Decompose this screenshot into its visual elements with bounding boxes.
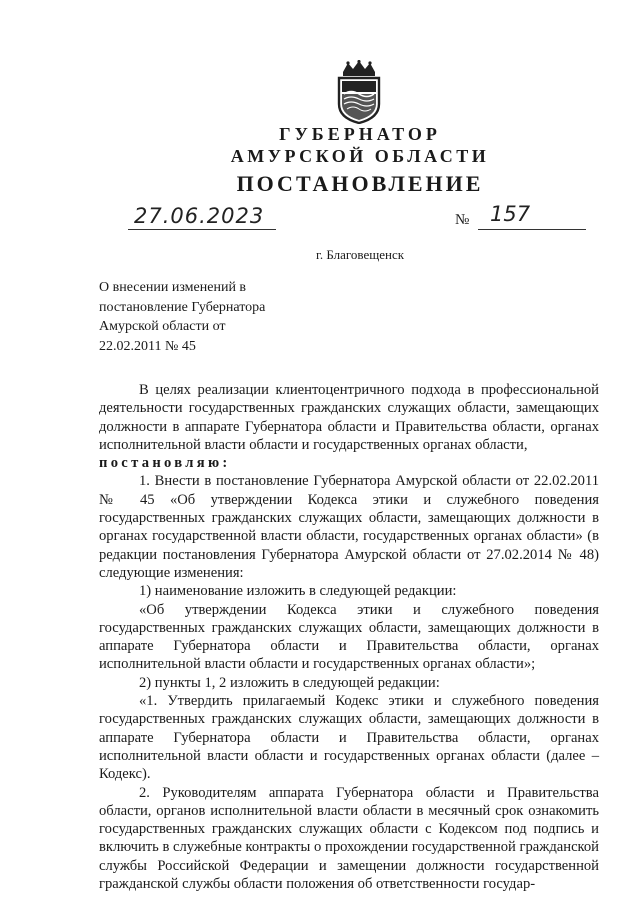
number-label: №: [455, 212, 470, 228]
decree-word: постановляю:: [99, 455, 231, 472]
body-paragraph: 1. Внести в постановление Губернатора Амурской области от 22.02.2011 № 45 «Об утверждении Кодекса этики и служебного поведения государственных гражданских служащих области, замещающих должности в органах государственной власти области, государственных органах области» (в редакции постановления Губернатора Амурской области от 27.02.2014 № 48) следующие изменения:: [99, 473, 599, 581]
coat-of-arms-icon: [334, 60, 384, 124]
subject-line: Амурской области от: [99, 319, 226, 334]
document-number: 157: [490, 202, 531, 226]
subject-block: [99, 278, 339, 356]
body-paragraph: 1) наименование изложить в следующей редакции:: [139, 583, 457, 600]
subject-line: 22.02.2011 № 45: [99, 338, 196, 354]
body-paragraph: «1. Утвердить прилагаемый Кодекс этики и служебного поведения государственных гражданских служащих области, замещающих должности в аппарате Губернатора области и Правительства области, органах исполнительной власти области и государственных органах области (далее – Кодекс).: [99, 693, 599, 783]
body-paragraph: «Об утверждении Кодекса этики и служебного поведения государственных гражданских служащих области, замещающих должности в аппарате Губернатора области и Правительства области, органах исполнительной власти области и государственных органах области»;: [99, 601, 599, 673]
subject-line: О внесении изменений в: [99, 280, 247, 295]
body-paragraph: 2) пункты 1, 2 изложить в следующей редакции:: [139, 674, 440, 691]
preamble-paragraph: В целях реализации клиентоцентричного подхода в профессиональной деятельности государственных гражданских служащих области, замещающих должности в аппарате Губернатора области и Правительства области, органах исполнительной власти области и государственных органах области,: [99, 382, 599, 453]
header-doc-type: ПОСТАНОВЛЕНИЕ: [236, 171, 484, 196]
subject-line: постановление Губернатора: [99, 299, 266, 315]
document-body: [99, 381, 599, 893]
city-line: г. Благовещенск: [315, 247, 405, 262]
body-paragraph: 2. Руководителям аппарата Губернатора области и Правительства области, органов исполнительной власти области в месячный срок ознакомить государственных гражданских служащих области с Кодексом под подпись и включить в служебные контракты о прохождении государственной гражданской службы Российской Федерации и замещении должности государственной гражданской службы области положения об ответственности государ-: [99, 784, 599, 893]
decree-word-paragraph: [99, 454, 599, 472]
header-region: АМУРСКОЙ ОБЛАСТИ: [230, 146, 490, 166]
date-underline: [128, 229, 276, 230]
header-governor: ГУБЕРНАТОР: [279, 124, 441, 144]
number-underline: [478, 229, 586, 230]
document-date: 27.06.2023: [134, 204, 265, 228]
